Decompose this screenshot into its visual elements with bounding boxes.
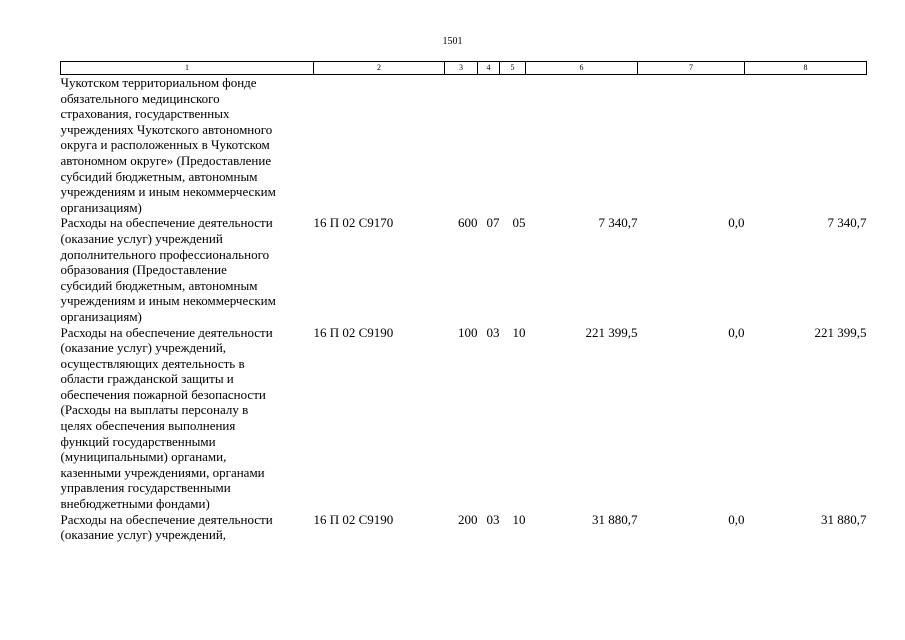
target-article-code: 16 П 02 С9170 bbox=[313, 215, 394, 231]
name-line: обеспечения пожарной безопасности bbox=[60, 386, 266, 402]
column-number-6: 6 bbox=[526, 62, 638, 75]
column-number-1: 1 bbox=[61, 62, 314, 75]
name-line: казенными учреждениями, органами bbox=[60, 464, 265, 480]
name-line: (муниципальными) органами, bbox=[60, 449, 227, 465]
name-line: обязательного медицинского bbox=[60, 90, 220, 106]
table-header-row bbox=[61, 62, 867, 75]
change-value: 0,0 bbox=[728, 324, 745, 340]
subsection-code: 10 bbox=[512, 511, 526, 527]
amount-value: 7 340,7 bbox=[598, 215, 638, 231]
name-line: (оказание услуг) учреждений, bbox=[60, 527, 227, 543]
total-value: 31 880,7 bbox=[821, 511, 867, 527]
change-value: 0,0 bbox=[728, 511, 745, 527]
row-name bbox=[61, 215, 314, 324]
table-row bbox=[61, 325, 867, 512]
row-name bbox=[61, 75, 314, 216]
column-number-3: 3 bbox=[445, 62, 478, 75]
section-code: 07 bbox=[486, 215, 500, 231]
column-number-4: 4 bbox=[478, 62, 500, 75]
name-line: Чукотском территориальном фонде bbox=[60, 75, 257, 90]
subsection-code: 05 bbox=[512, 215, 526, 231]
name-line: (Расходы на выплаты персоналу в bbox=[60, 402, 249, 418]
name-line: дополнительного профессионального bbox=[60, 246, 270, 262]
name-line: организациям) bbox=[60, 308, 142, 324]
amount-value: 31 880,7 bbox=[592, 511, 638, 527]
name-line: функций государственными bbox=[60, 433, 216, 449]
section-code: 03 bbox=[486, 324, 500, 340]
column-number-8: 8 bbox=[745, 62, 867, 75]
expense-type-code: 100 bbox=[458, 324, 478, 340]
name-line: учреждениям и иным некоммерческим bbox=[60, 293, 276, 309]
name-line: образования (Предоставление bbox=[60, 262, 227, 278]
section-code: 03 bbox=[486, 511, 500, 527]
expense-type-code: 200 bbox=[458, 511, 478, 527]
name-line: субсидий бюджетным, автономным bbox=[60, 168, 258, 184]
row-name bbox=[61, 325, 314, 512]
name-line: субсидий бюджетным, автономным bbox=[60, 277, 258, 293]
table-row-continuation bbox=[61, 75, 867, 216]
table-row bbox=[61, 215, 867, 324]
name-line: (оказание услуг) учреждений, bbox=[60, 340, 227, 356]
column-number-7: 7 bbox=[638, 62, 745, 75]
change-value: 0,0 bbox=[728, 215, 745, 231]
budget-table bbox=[60, 61, 867, 543]
amount-value: 221 399,5 bbox=[585, 324, 638, 340]
name-line: Расходы на обеспечение деятельности bbox=[60, 324, 273, 340]
name-line: Расходы на обеспечение деятельности bbox=[60, 215, 273, 231]
column-number-5: 5 bbox=[500, 62, 526, 75]
row-name bbox=[61, 512, 314, 543]
name-line: области гражданской защиты и bbox=[60, 371, 234, 387]
table-row bbox=[61, 512, 867, 543]
name-line: осуществляющих деятельность в bbox=[60, 355, 245, 371]
name-line: управления государственными bbox=[60, 480, 231, 496]
name-line: целях обеспечения выполнения bbox=[60, 418, 236, 434]
target-article-code: 16 П 02 С9190 bbox=[313, 324, 394, 340]
column-number-2: 2 bbox=[314, 62, 445, 75]
name-line: (оказание услуг) учреждений bbox=[60, 230, 223, 246]
name-line: учреждениях Чукотского автономного bbox=[60, 121, 273, 137]
name-line: Расходы на обеспечение деятельности bbox=[60, 511, 273, 527]
name-line: учреждениям и иным некоммерческим bbox=[60, 184, 276, 200]
expense-type-code: 600 bbox=[458, 215, 478, 231]
name-line: страхования, государственных bbox=[60, 106, 230, 122]
page-number: 1501 bbox=[442, 36, 463, 47]
name-line: автономном округе» (Предоставление bbox=[60, 152, 272, 168]
total-value: 221 399,5 bbox=[814, 324, 867, 340]
target-article-code: 16 П 02 С9190 bbox=[313, 511, 394, 527]
name-line: организациям) bbox=[60, 199, 142, 215]
subsection-code: 10 bbox=[512, 324, 526, 340]
total-value: 7 340,7 bbox=[827, 215, 867, 231]
name-line: внебюджетными фондами) bbox=[60, 496, 210, 512]
name-line: округа и расположенных в Чукотском bbox=[60, 137, 270, 153]
